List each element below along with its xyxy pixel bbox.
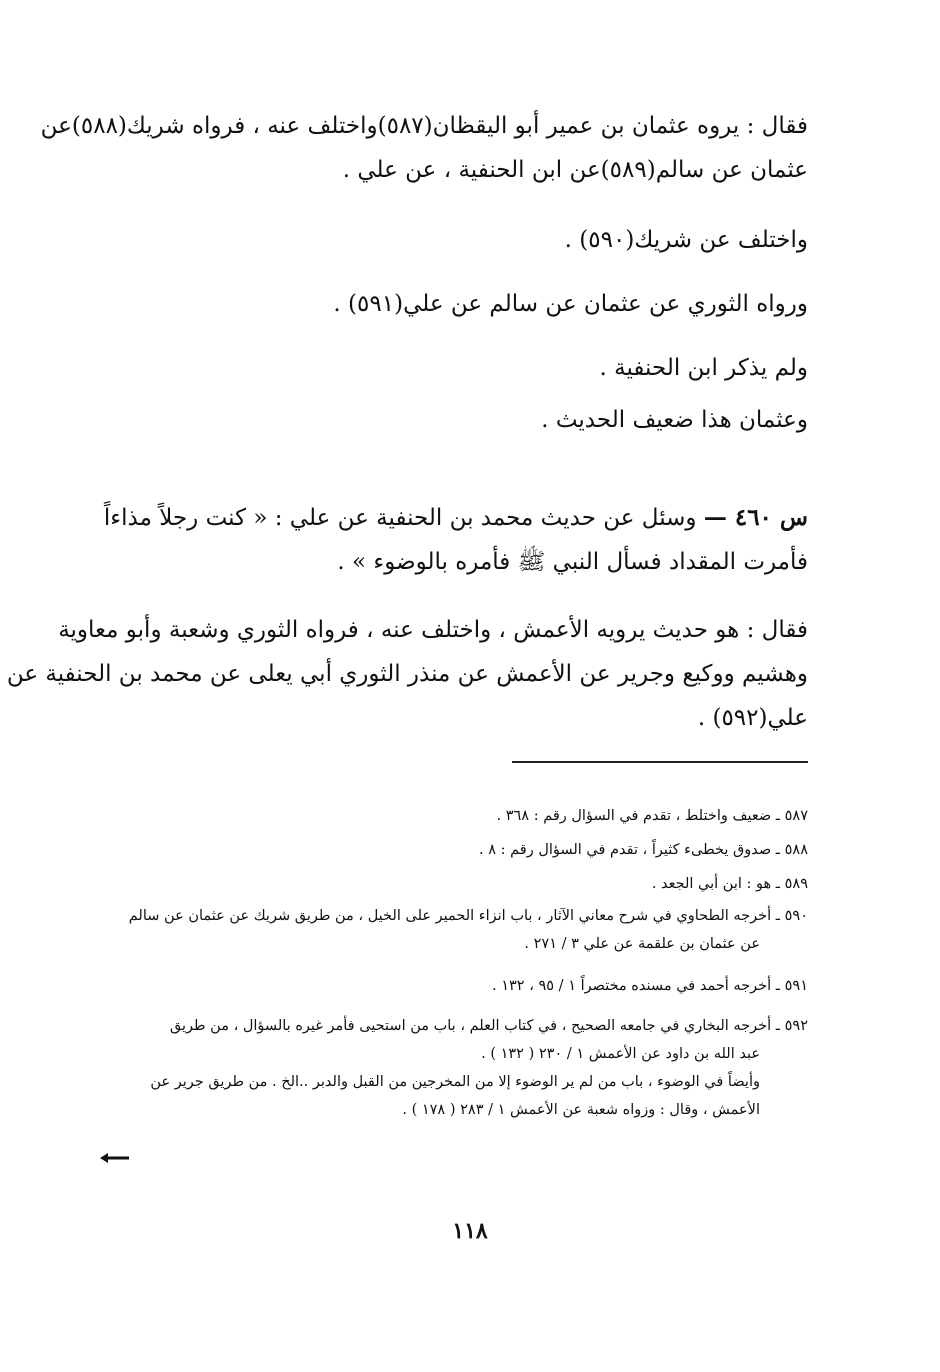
footnote-line: عن عثمان بن علقمة عن علي ٣ / ٢٧١ . [524, 936, 760, 952]
footnote-line: ٥٩٠ ـ أخرجه الطحاوي في شرح معاني الآثار ، باب انزاء الحمير على الخيل ، من طريق شريك عن عثمان عن سالم [128, 908, 808, 924]
question-text: وسئل عن حديث محمد بن الحنفية عن علي : « كنت رجلاً مذاءاً [103, 505, 697, 531]
answer-paragraph-459 [40, 104, 808, 192]
footnote-line: ٥٩٢ ـ أخرجه البخاري في جامعه الصحيح ، في كتاب العلم ، باب من استحيى فأمر غيره بالسؤال ، من طريق [169, 1018, 808, 1034]
question-line: فأمرت المقداد فسأل النبي ﷺ فأمره بالوضوء » . [337, 549, 808, 575]
body-line: وهشيم ووكيع وجرير عن الأعمش عن منذر الثوري أبي يعلى عن محمد بن الحنفية عن [6, 661, 808, 687]
footnote-line: الأعمش ، وقال : وزواه شعبة عن الأعمش ١ / ٢٨٣ ( ١٧٨ ) . [402, 1102, 760, 1118]
page-number: ١١٨ [452, 1218, 488, 1244]
body-line: عثمان عن سالم(٥٨٩)عن ابن الحنفية ، عن علي . [342, 157, 808, 183]
footnote-589: ٥٨٩ ـ هو : ابن أبي الجعد . [651, 876, 808, 892]
footnote-592 [100, 1012, 808, 1124]
footnote-587: ٥٨٧ ـ ضعيف واختلط ، تقدم في السؤال رقم : ٣٦٨ . [496, 808, 808, 824]
body-paragraph: ولم يذكر ابن الحنفية . [599, 355, 808, 381]
left-arrow-icon [100, 1151, 130, 1165]
footnote-591: ٥٩١ ـ أخرجه أحمد في مسنده مختصراً ١ / ٩٥ ، ١٣٢ . [492, 978, 808, 994]
question-460 [96, 496, 808, 584]
body-line: فقال : يروه عثمان بن عمير أبو اليقظان(٥٨٧)واختلف عنه ، فرواه شريك(٥٨٨)عن [40, 113, 808, 139]
question-line [96, 496, 808, 540]
body-paragraph: واختلف عن شريك(٥٩٠) . [564, 227, 808, 253]
question-number: س ٤٦٠ — [703, 504, 808, 531]
answer-paragraph-460 [6, 608, 808, 740]
body-line: فقال : هو حديث يرويه الأعمش ، واختلف عنه ، فرواه الثوري وشعبة وأبو معاوية [58, 617, 808, 643]
footnote-588: ٥٨٨ ـ صدوق يخطىء كثيراً ، تقدم في السؤال رقم : ٨ . [479, 842, 808, 858]
body-paragraph: وعثمان هذا ضعيف الحديث . [541, 407, 808, 433]
body-paragraph: ورواه الثوري عن عثمان عن سالم عن علي(٥٩١) . [333, 291, 808, 317]
footnote-590 [100, 902, 808, 958]
footnote-line: عبد الله بن داود عن الأعمش ١ / ٢٣٠ ( ١٣٢ ) . [481, 1046, 760, 1062]
footnote-line: وأيضاً في الوضوء ، باب من لم ير الوضوء إلا من المخرجين من القبل والدبر ..الخ . من طريق جرير عن [150, 1074, 760, 1090]
footnote-divider [512, 761, 808, 763]
body-line: علي(٥٩٢) . [697, 705, 808, 731]
